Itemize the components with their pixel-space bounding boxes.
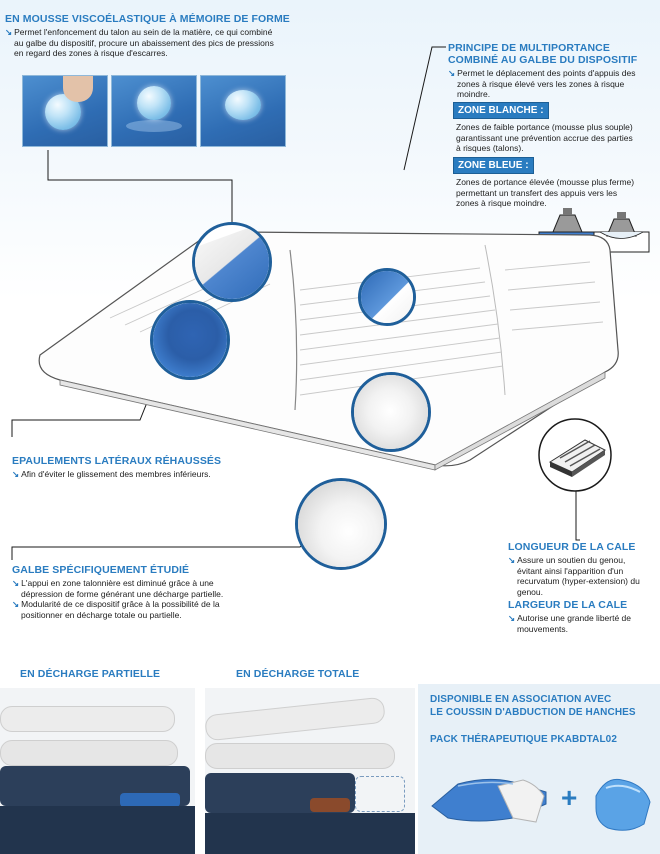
zoom-circle-epaulement [150,300,230,380]
longueur-title: LONGUEUR DE LA CALE [508,541,636,553]
memory-foam-line: au galbe du dispositif, procure un abaissement des pics de pressions [14,37,274,48]
longueur-line: évitant ainsi l'apparition d'un [517,565,624,576]
largeur-line: mouvements. [517,623,569,634]
foam-texture [192,222,272,302]
leg-shape [0,706,175,732]
bed-shape [205,813,415,854]
decharge-partielle-title: EN DÉCHARGE PARTIELLE [20,668,161,680]
epaulements-line: Afin d'éviter le glissement des membres inférieurs. [21,469,211,479]
multiportance-title-1: PRINCIPE DE MULTIPORTANCE [448,42,610,54]
zone-texture [361,271,416,326]
photo-partial-offload [0,688,195,854]
association-panel [418,684,660,854]
epaulements-text: ↘ Afin d'éviter le glissement des membres inférieurs. [12,469,211,479]
photo-total-offload [205,688,415,854]
zoom-circle-foam [192,222,272,302]
largeur-line: Autorise une grande liberté de [517,613,632,623]
zone-bleue-line: permettant un transfert des appuis vers les [456,187,618,198]
decharge-totale-title: EN DÉCHARGE TOTALE [236,668,360,680]
memory-foam-line: Permet l'enfoncement du talon au sein de la matière, ce qui combiné [14,27,273,37]
memory-foam-title: EN MOUSSE VISCOÉLASTIQUE À MÉMOIRE DE FORME [5,13,290,25]
bed-shape [0,806,195,854]
panel-line-2: LE COUSSIN D'ABDUCTION DE HANCHES [430,707,636,718]
zone-bleue-line: zones à risque moindre. [456,198,547,209]
zone-bleue-badge: ZONE BLEUE : [453,157,534,174]
brown-insert [310,798,350,812]
leader-line-galbe [12,530,315,560]
longueur-line: genou. [517,586,543,597]
pack-illustration [418,684,660,854]
zone-blanche-line: Zones de faible portance (mousse plus souple) [456,122,633,132]
cale-icon [539,419,611,491]
memory-foam-text: ↘ Permet l'enfoncement du talon au sein de la matière, ce qui combiné au galbe du dispositif, procure un abaissement des pics de pressions en regard des zones à risque d'escarres. [5,27,305,59]
leader-line-memory [48,150,232,225]
zoom-circle-galbe [295,478,387,570]
epaulements-title: EPAULEMENTS LATÉRAUX RÉHAUSSÉS [12,455,222,467]
galbe-line: Modularité de ce dispositif grâce à la possibilité de la [21,599,220,610]
plus-sign: + [561,782,578,813]
longueur-line: Assure un soutien du genou, [517,555,626,565]
galbe-line: L'appui en zone talonnière est diminué grâce à une [21,578,214,588]
multiportance-title-2: COMBINÉ AU GALBE DU DISPOSITIF [448,54,638,66]
galbe-text: ↘ L'appui en zone talonnière est diminué grâce à une dépression de forme générant une décharge partielle. ↘ Modularité de ce dispositif grâce à la possibilité de la positionner en décharge totale ou partielle. [12,578,287,620]
largeur-title: LARGEUR DE LA CALE [508,599,628,611]
galbe-line: dépression de forme générant une décharge partielle. [21,588,224,599]
zoom-circle-zone [358,268,416,326]
epaulement-texture [153,303,230,380]
leader-line-multiportance [404,47,446,170]
heel-texture [354,375,431,452]
leg-shape [205,743,395,769]
panel-line-1: DISPONIBLE EN ASSOCIATION AVEC [430,694,612,705]
multiportance-line: zones à risque élevé vers les zones à risque [457,78,625,89]
leg-shape [0,740,178,766]
leader-line-cale [576,487,580,540]
galbe-line: positionner en décharge totale ou partielle. [21,609,182,620]
zone-bleue-line: Zones de portance élevée (mousse plus ferme) [456,177,635,187]
memory-foam-line: en regard des zones à risque d'escarres. [14,48,168,59]
zone-blanche-line: à risques (talons). [456,143,524,154]
multiportance-line: moindre. [457,89,491,100]
longueur-text: ↘ Assure un soutien du genou, évitant ainsi l'apparition d'un recurvatum (hyper-extension) du genou. [508,555,658,597]
multiportance-text: ↘ Permet le déplacement des points d'appuis des zones à risque élevé vers les zones à risque moindre. [448,68,658,100]
galbe-title: GALBE SPÉCIFIQUEMENT ÉTUDIÉ [12,564,190,576]
leg-shape [205,697,386,742]
zone-blanche-line: garantissant une prévention accrue des parties [456,132,633,143]
pack-label: PACK THÉRAPEUTIQUE PKABDTAL02 [430,734,617,745]
longueur-line: recurvatum (hyper-extension) du [517,576,640,587]
blue-insert [120,793,180,807]
removed-piece-outline [355,776,405,812]
largeur-text: ↘ Autorise une grande liberté de mouvements. [508,613,658,634]
mattress [39,232,618,470]
zone-blanche-badge: ZONE BLANCHE : [453,102,549,119]
multiportance-line: Permet le déplacement des points d'appuis des [457,68,636,78]
zoom-circle-heel [351,372,431,452]
galbe-texture [298,481,387,570]
